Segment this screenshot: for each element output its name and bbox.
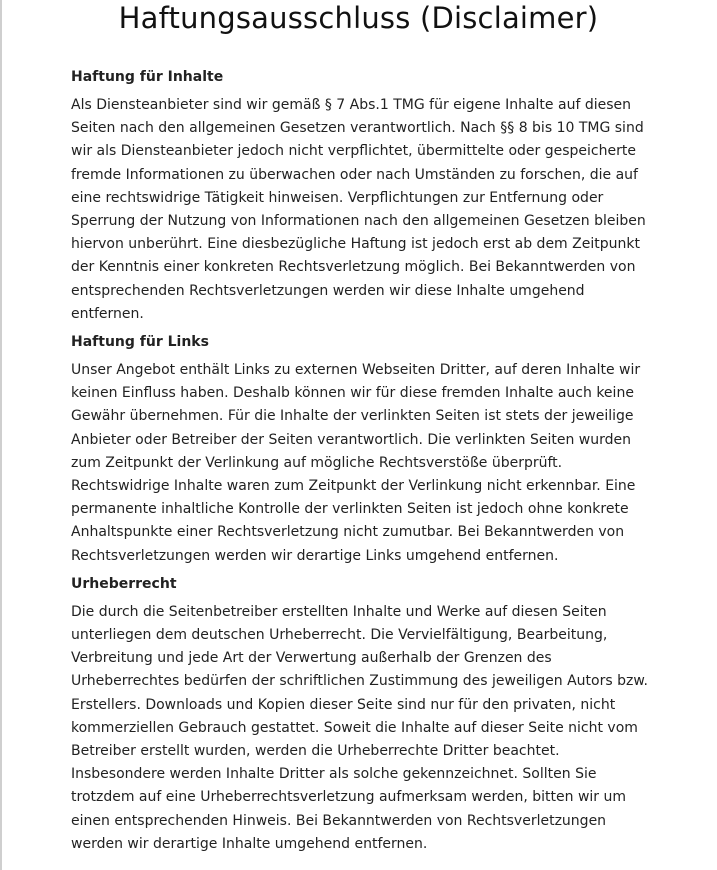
section-haftung-inhalte bbox=[71, 66, 656, 326]
section-heading: Urheberrecht bbox=[71, 575, 177, 592]
section-paragraph: Die durch die Seitenbetreiber erstellten Inhalte und Werke auf diesen Seiten unterliegen dem deutschen Urheberrecht. Die Vervielfältigung, Bearbeitung, Verbreitung und jede Art der Verwertung außerhalb der Grenzen des Urheberrechtes bedürfen der schriftlichen Zustimmung des jeweiligen Autors bzw. Erstellers. Downloads und Kopien dieser Seite sind nur für den privaten, nicht kommerziellen Gebrauch gestattet. Soweit die Inhalte auf dieser Seite nicht vom Betreiber erstellt wurden, werden die Urheberrechte Dritter beachtet. Insbesondere werden Inhalte Dritter als solche gekennzeichnet. Sollten Sie trotzdem auf eine Urheberrechtsverletzung aufmerksam werden, bitten wir um einen entsprechenden Hinweis. Bei Bekanntwerden von Rechtsverletzungen werden wir derartige Inhalte umgehend entfernen. bbox=[71, 603, 648, 852]
page-title: Haftungsausschluss (Disclaimer) bbox=[118, 1, 599, 35]
section-heading: Haftung für Inhalte bbox=[71, 69, 224, 85]
section-paragraph: Unser Angebot enthält Links zu externen Webseiten Dritter, auf deren Inhalte wir keinen Einfluss haben. Deshalb können wir für diese fremden Inhalte auch keine Gewähr übernehmen. Für die Inhalte der verlinkten Seiten ist stets der jeweilige Anbieter oder Betreiber der Seiten verantwortlich. Die verlinkten Seiten wurden zum Zeitpunkt der Verlinkung auf mögliche Rechtsverstöße überprüft. Rechtswidrige Inhalte waren zum Zeitpunkt der Verlinkung nicht erkennbar. Eine permanente inhaltliche Kontrolle der verlinkten Seiten ist jedoch ohne konkrete Anhaltspunkte einer Rechtsverletzung nicht zumutbar. Bei Bekanntwerden von Rechtsverletzungen werden wir derartige Links umgehend entfernen. bbox=[71, 362, 641, 564]
section-heading: Haftung für Links bbox=[71, 334, 209, 351]
disclaimer-content bbox=[71, 66, 656, 861]
left-border-divider bbox=[0, 0, 2, 870]
section-paragraph: Als Diensteanbieter sind wir gemäß § 7 Abs.1 TMG für eigene Inhalte auf diesen Seiten nach den allgemeinen Gesetzen verantwortlich. Nach §§ 8 bis 10 TMG sind wir als Diensteanbieter jedoch nicht verpflichtet, übermittelte oder gespeicherte fremde Informationen zu überwachen oder nach Umständen zu forschen, die auf eine rechtswidrige Tätigkeit hinweisen. Verpflichtungen zur Entfernung oder Sperrung der Nutzung von Informationen nach den allgemeinen Gesetzen bleiben hiervon unberührt. Eine diesbezügliche Haftung ist jedoch erst ab dem Zeitpunkt der Kenntnis einer konkreten Rechtsverletzung möglich. Bei Bekanntwerden von entsprechenden Rechtsverletzungen werden wir diese Inhalte umgehend entfernen. bbox=[71, 97, 646, 322]
section-haftung-links bbox=[71, 331, 656, 568]
section-urheberrecht bbox=[71, 573, 656, 856]
